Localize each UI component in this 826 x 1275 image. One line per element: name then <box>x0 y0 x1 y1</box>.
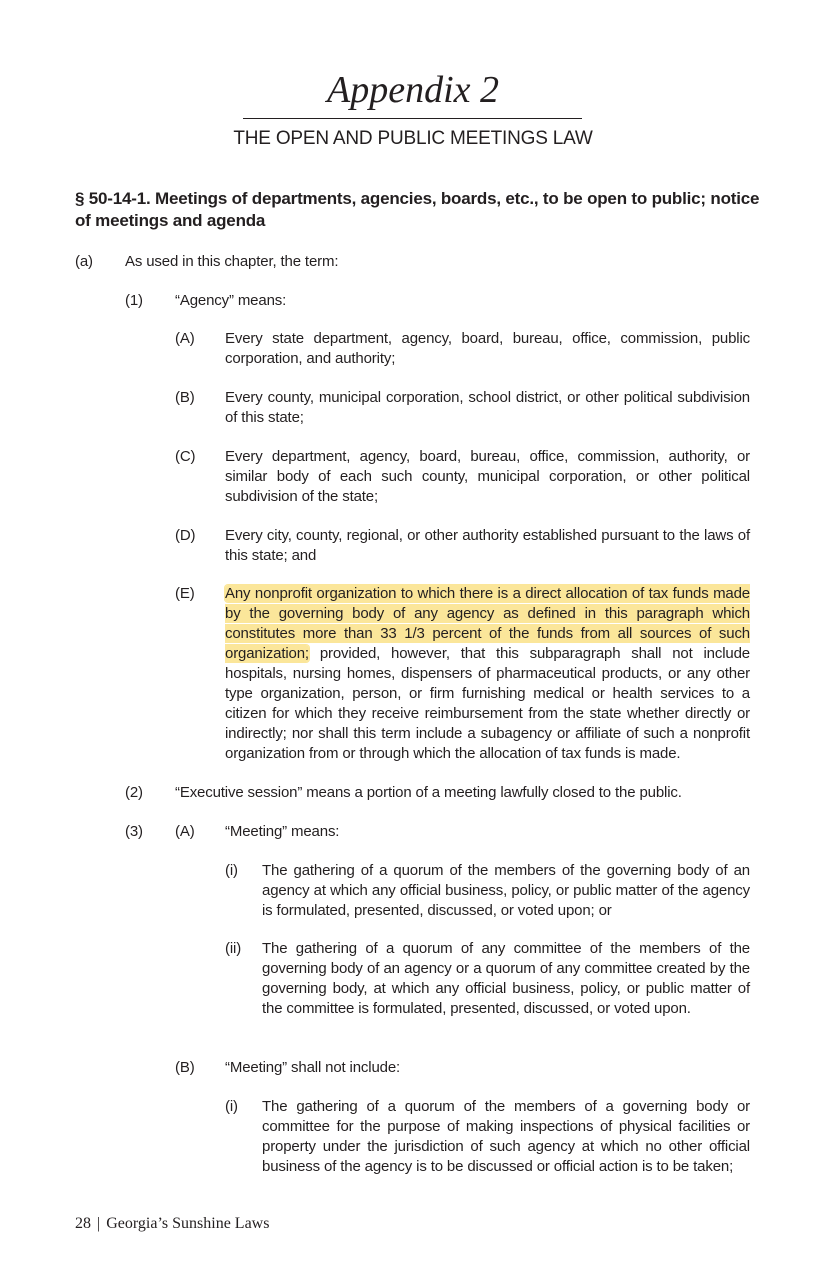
subparagraph-text <box>225 584 750 764</box>
division-text: The gathering of a quorum of any committee of the members of the governing body of an agency or a quorum of any committee created by the governing body, at which any official business, policy, or public matter of the committee is formulated, presented, discussed, or voted upon. <box>262 940 750 1017</box>
subparagraph-label: (B) <box>175 389 195 406</box>
paragraph-label: (1) <box>125 292 143 309</box>
section-heading: § 50-14-1. Meetings of departments, agencies, boards, etc., to be open to public; notice of meetings and agenda <box>75 189 760 230</box>
subparagraph-text-rest: provided, however, that this subparagraph shall not include hospitals, nursing homes, dispensers of pharmaceutical products, or any other type organization, person, or firm furnishing medical or health services to a citizen for which they receive reimbursement from the state whether directly or indirectly; nor shall this term include a subagency or affiliate of such a nonprofit organization from or through which the allocation of tax funds is made. <box>225 645 750 762</box>
footer-separator: | <box>97 1215 101 1232</box>
subparagraph-label: (C) <box>175 448 196 465</box>
subparagraph-text: “Meeting” shall not include: <box>225 1059 401 1076</box>
paragraph-label: (2) <box>125 784 143 801</box>
subparagraph-label: (B) <box>175 1059 195 1076</box>
subparagraph-text: Every department, agency, board, bureau, office, commission, authority, or similar body of each such county, municipal corporation, or other political subdivision of the state; <box>225 448 750 505</box>
paragraph-text: “Executive session” means a portion of a meeting lawfully closed to the public. <box>175 784 682 801</box>
appendix-title: Appendix 2 <box>326 69 499 111</box>
paragraph-text: “Agency” means: <box>175 292 287 309</box>
appendix-subtitle: THE OPEN AND PUBLIC MEETINGS LAW <box>233 128 593 149</box>
page-number: 28 <box>75 1215 91 1232</box>
division-label: (i) <box>225 1098 238 1115</box>
division-text: The gathering of a quorum of the members of the governing body of an agency at which any official business, policy, or public matter of the agency is formulated, presented, discussed, or voted upon; or <box>262 862 750 919</box>
page-footer <box>75 1214 269 1234</box>
book-title: Georgia’s Sunshine Laws <box>106 1215 270 1232</box>
subparagraph-text: Every state department, agency, board, bureau, office, commission, public corporation, and authority; <box>225 330 750 367</box>
subparagraph-label: (E) <box>175 585 195 602</box>
subparagraph-text: Every county, municipal corporation, school district, or other political subdivision of this state; <box>225 389 750 426</box>
paragraph-text: As used in this chapter, the term: <box>125 253 339 270</box>
subparagraph-text: “Meeting” means: <box>225 823 340 840</box>
subparagraph-label: (A) <box>175 823 195 840</box>
division-label: (i) <box>225 862 238 879</box>
subparagraph-text: Every city, county, regional, or other authority established pursuant to the laws of this state; and <box>225 527 750 564</box>
title-divider <box>243 118 582 119</box>
division-text: The gathering of a quorum of the members of a governing body or committee for the purpose of making inspections of physical facilities or property under the jurisdiction of such agency at which no other official business of the agency is to be discussed or official action is to be taken; <box>262 1098 750 1175</box>
division-label: (ii) <box>225 940 242 957</box>
paragraph-label: (a) <box>75 253 93 270</box>
subparagraph-label: (D) <box>175 527 196 544</box>
highlighted-text[interactable]: Any nonprofit organization to which there is a direct allocation of tax funds made by the governing body of any agency as defined in this paragraph which constitutes more than 33 1/3 percent of the funds from all sources of such organization; <box>225 585 750 662</box>
subparagraph-label: (A) <box>175 330 195 347</box>
paragraph-label: (3) <box>125 823 143 840</box>
